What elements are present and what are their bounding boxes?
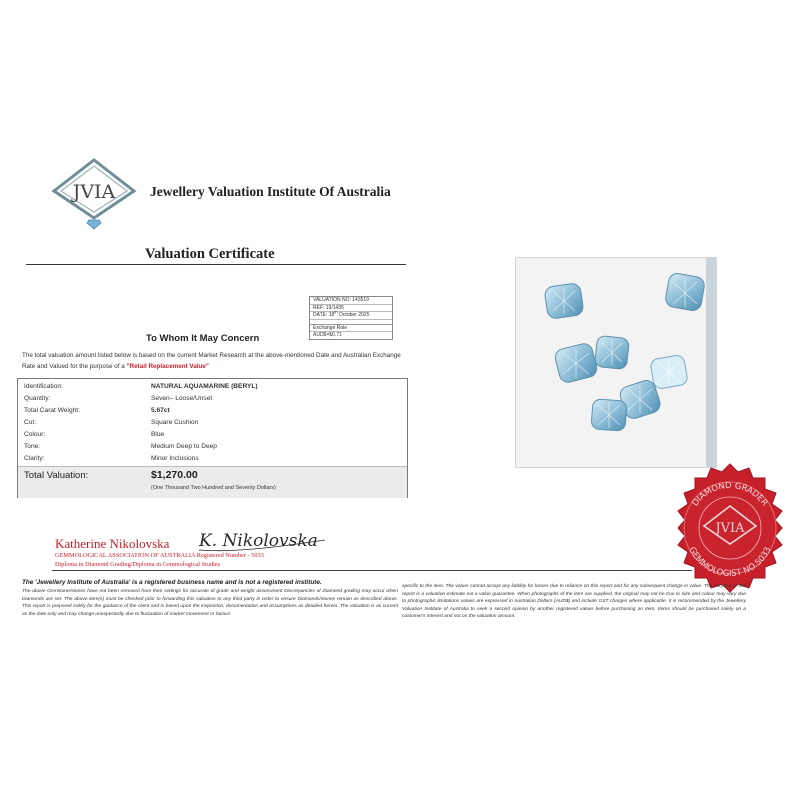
total-valuation-words: (One Thousand Two Hundred and Seventy Dollars) — [151, 485, 276, 491]
reference-box — [309, 296, 393, 340]
seal-bottom-text: GEMMOLOGIST NO.5033 — [686, 545, 774, 580]
aquamarine-stone-7 — [591, 399, 627, 431]
aquamarine-stone-5 — [650, 354, 689, 389]
svg-text:K. Nikolovska: K. Nikolovska — [199, 531, 318, 551]
logo-text: JVIA — [72, 181, 116, 203]
valuation-date: DATE: 18th October 2025 — [310, 312, 392, 320]
disclaimer-heading: The 'Jewellery Institute of Australia' is a registered business name and is not a registered institute. — [22, 579, 322, 586]
exchange-rate-label: Exchange Rate — [310, 325, 392, 333]
valuation-number: VALUATION NO: 143519 — [310, 297, 392, 305]
intro-paragraph: The total valuation amount listed below is based on the current Market Research at the above-mentioned Date and Australian Exchange Rate and Valued for the purpose of a "Retail Replacement Value" — [22, 352, 401, 370]
disclaimer-left-column: The above Gemstone/stones have not been removed from their settings for accurate of grade and weight assessment Discrepancies of Diamond grading may occur when Diamonds are set. The above item(s) must be checked prior to forwarding this valuation to any third party in order to ensure Diamonds/stones remain as described above. This report is prepared solely for the guidance of the client and is based upon the inspection, documentation and assumptions as detailed herein. The valuation is as current as the date only and may change unexpectedly due to fluctuation of market movement or factors — [22, 589, 398, 617]
signature-divider — [52, 570, 692, 571]
gemmologist-seal — [664, 462, 796, 594]
aquamarine-stone-1 — [544, 283, 584, 320]
total-valuation-label: Total Valuation: — [24, 470, 89, 481]
diamond-icon — [87, 220, 101, 229]
organization-name: Jewellery Valuation Institute Of Australia — [150, 184, 391, 199]
reference-number: REF: 19/1435 — [310, 305, 392, 313]
signatory-association: GEMMOLOGICAL ASSOCIATION OF AUSTRALIA Registered Number - 5033 — [55, 552, 264, 559]
total-valuation-amount: $1,270.00 — [151, 469, 198, 481]
valuation-purpose: "Retail Replacement Value" — [126, 363, 209, 370]
signatory-diploma: Diploma in Diamond Grading/Diploma in Gemmological Studies — [55, 561, 221, 568]
certificate-title: Valuation Certificate — [145, 246, 275, 262]
salutation: To Whom It May Concern — [146, 333, 260, 344]
title-divider — [26, 264, 406, 265]
seal-top-text: DIAMOND GRADER — [690, 480, 770, 509]
jvia-logo — [52, 158, 136, 232]
valuation-details-table: Identification: NATURAL AQUAMARINE (BERYL) Quantity: Seven– Loose/Unset Total Carat Weight: 5.67ct Cut: Square Cushion Colour: Blue Tone: Medium Deep to Deep Clarity: Minor Inclusions Total Valuation: $1,270.00 (One Thousand Two Hundred and Seventy Dollars) — [17, 378, 408, 498]
exchange-rate-value: AUD$=$0.71 — [313, 332, 342, 339]
gemstone-photo — [515, 257, 717, 468]
seal-center-text: JVIA — [715, 521, 745, 536]
disclaimer-right-column: specific to the item. The valuer cannot accept any liability for losses due to reliance on this report and for any subsequent change in value. The purpose of this report is a valuation estimate not a value guarantee. When photographs of the item are supplied, the original may not be true to size and colour may vary due to photographic limitations values are expressed in Australian Dollars (AUD$) and include GST charges where applicable. It is recommended by the Jewellery Valuation Institute of Australia to seek a second opinion by another registered valuer before purchasing an item. Items should be purchased solely on a customer's interest and not on the valuation amount. — [402, 584, 746, 620]
aquamarine-stone-2 — [664, 272, 705, 312]
aquamarine-stone-4 — [594, 335, 629, 369]
signatory-name: Katherine Nikolovska — [55, 536, 170, 551]
